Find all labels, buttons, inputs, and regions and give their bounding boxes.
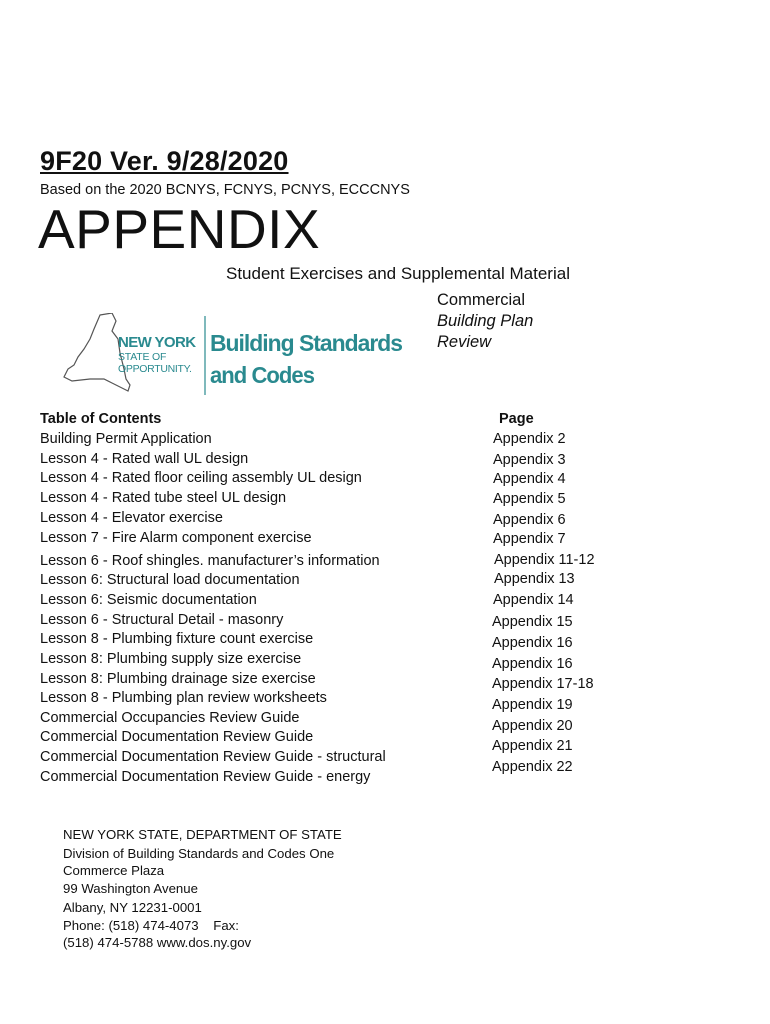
toc-item: Lesson 8 - Plumbing fixture count exercise (40, 631, 314, 647)
footer-plaza: Commerce Plaza (63, 863, 165, 878)
toc-item: Lesson 6 - Roof shingles. manufacturer’s information (40, 553, 380, 569)
toc-item: Lesson 8 - Plumbing plan review worksheets (40, 690, 327, 706)
toc-page: Appendix 14 (493, 592, 574, 608)
footer-fax-web: (518) 474-5788 www.dos.ny.gov (63, 935, 252, 950)
toc-item: Commercial Documentation Review Guide - structural (40, 749, 386, 765)
toc-page: Appendix 3 (493, 452, 566, 468)
toc-page: Appendix 2 (493, 431, 566, 447)
toc-item: Lesson 4 - Rated tube steel UL design (40, 490, 287, 506)
version-heading: 9F20 Ver. 9/28/2020 (40, 146, 289, 176)
footer-city: Albany, NY 12231-0001 (63, 900, 202, 915)
logo-line-1: NEW YORK (118, 334, 196, 351)
toc-page: Appendix 6 (493, 512, 566, 528)
footer-street: 99 Washington Avenue (63, 881, 198, 896)
course-line-1: Commercial (437, 291, 526, 309)
course-name (437, 290, 533, 353)
footer-phone: Phone: (518) 474-4073 Fax: (63, 918, 239, 933)
course-line-3: Review (437, 333, 492, 351)
toc-page: Appendix 16 (492, 656, 573, 672)
toc-item: Lesson 7 - Fire Alarm component exercise (40, 530, 312, 546)
logo-line-2: STATE OF (118, 351, 167, 363)
toc-item: Commercial Documentation Review Guide (40, 729, 314, 745)
toc-item: Lesson 6 - Structural Detail - masonry (40, 612, 284, 628)
subtitle: Student Exercises and Supplemental Material (226, 264, 570, 283)
code-basis: Based on the 2020 BCNYS, FCNYS, PCNYS, ECCCNYS (40, 182, 410, 198)
toc-page: Appendix 15 (492, 614, 573, 630)
toc-page: Appendix 19 (492, 697, 573, 713)
toc-item: Lesson 6: Seismic documentation (40, 592, 257, 608)
page-title: APPENDIX (38, 198, 321, 260)
toc-page: Appendix 5 (493, 491, 566, 507)
toc-item: Lesson 4 - Rated floor ceiling assembly UL design (40, 470, 362, 486)
toc-page-heading: Page (499, 411, 534, 427)
toc-page: Appendix 4 (493, 471, 566, 487)
footer-department: NEW YORK STATE, DEPARTMENT OF STATE (63, 827, 342, 842)
toc-page: Appendix 16 (492, 635, 573, 651)
toc-page: Appendix 13 (494, 571, 575, 587)
toc-page: Appendix 17-18 (492, 676, 594, 692)
footer-division: Division of Building Standards and Codes One (63, 846, 335, 861)
nys-building-codes-logo (60, 313, 410, 397)
course-line-2: Building Plan (437, 312, 534, 330)
toc-heading: Table of Contents (40, 411, 162, 427)
toc-item: Lesson 4 - Elevator exercise (40, 510, 223, 526)
toc-page: Appendix 7 (493, 531, 566, 547)
logo-line-3: OPPORTUNITY. (118, 363, 192, 375)
toc-item: Commercial Occupancies Review Guide (40, 710, 300, 726)
logo-brand-line-2: and Codes (210, 362, 315, 388)
toc-page: Appendix 22 (492, 759, 573, 775)
toc-page: Appendix 20 (492, 718, 573, 734)
toc-item: Lesson 8: Plumbing supply size exercise (40, 651, 302, 667)
toc-item: Commercial Documentation Review Guide - energy (40, 769, 371, 785)
toc-page: Appendix 21 (492, 738, 573, 754)
toc-item: Lesson 8: Plumbing drainage size exercise (40, 671, 316, 687)
toc-item: Building Permit Application (40, 431, 212, 447)
toc-item: Lesson 4 - Rated wall UL design (40, 451, 249, 467)
logo-brand-line-1: Building Standards (210, 330, 403, 356)
toc-item: Lesson 6: Structural load documentation (40, 572, 300, 588)
toc-page: Appendix 11-12 (494, 552, 595, 568)
